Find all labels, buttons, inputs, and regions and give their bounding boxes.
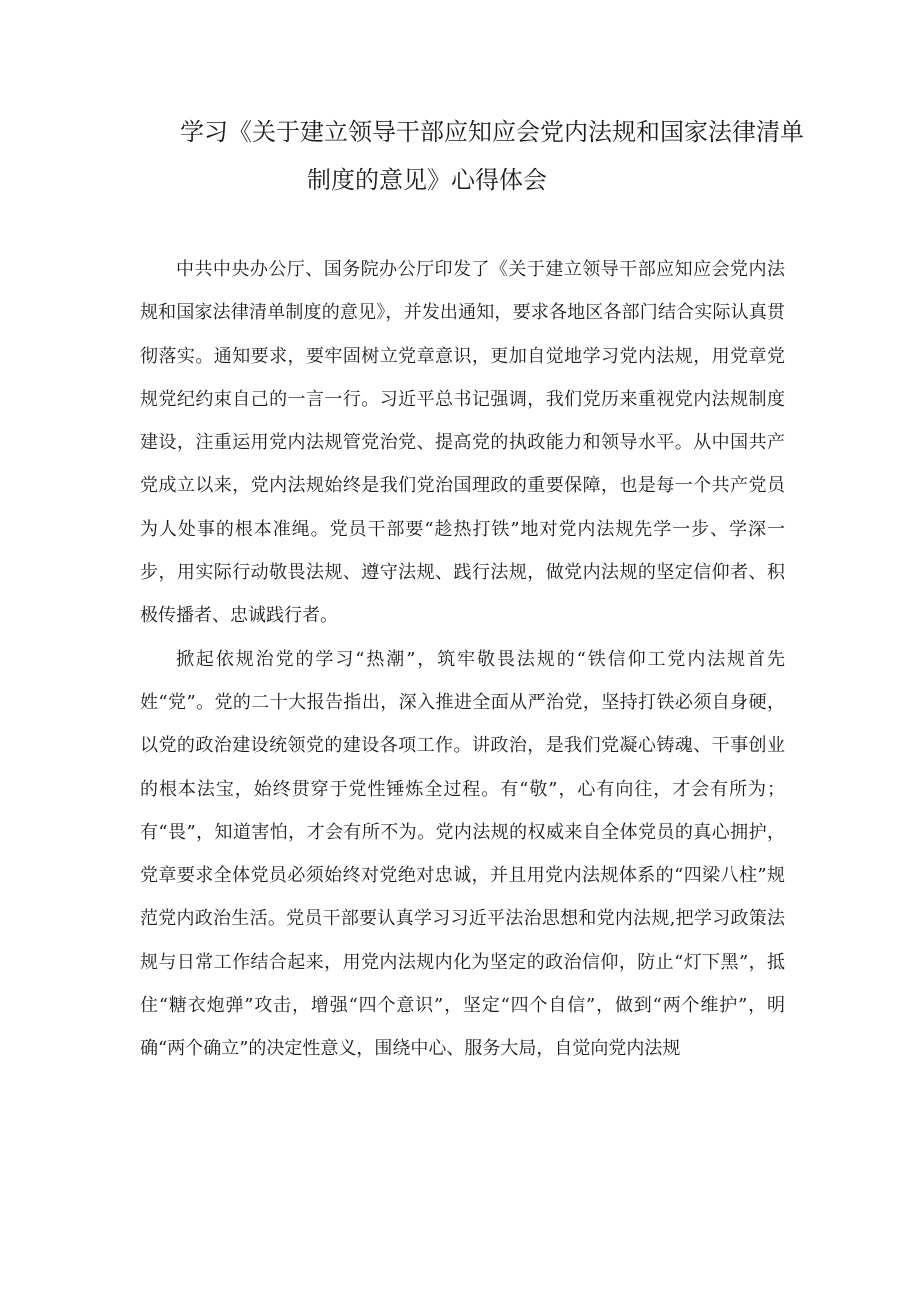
title-line-1: 学习《关于建立领导干部应知应会党内法规和国家法律清单	[180, 118, 804, 146]
document-body	[140, 248, 785, 1071]
paragraph-1: 中共中央办公厅、国务院办公厅印发了《关于建立领导干部应知应会党内法规和国家法律清单制度的意见》，并发出通知，要求各地区各部门结合实际认真贯彻落实。通知要求，要牢固树立党章意识，更加自觉地学习党内法规，用党章党规党纪约束自己的一言一行。习近平总书记强调，我们党历来重视党内法规制度建设，注重运用党内法规管党治党、提高党的执政能力和领导水平。从中国共产党成立以来，党内法规始终是我们党治国理政的重要保障，也是每一个共产党员为人处事的根本准绳。党员干部要“趁热打铁”地对党内法规先学一步、学深一步，用实际行动敬畏法规、遵守法规、践行法规，做党内法规的坚定信仰者、积极传播者、忠诚践行者。	[140, 259, 785, 627]
title-line-2: 制度的意见》心得体会	[307, 166, 547, 194]
paragraph-2: 掀起依规治党的学习“热潮”，筑牢敬畏法规的“铁信仰工党内法规首先姓“党”。党的二十大报告指出，深入推进全面从严治党，坚持打铁必须自身硬，以党的政治建设统领党的建设各项工作。讲政治，是我们党凝心铸魂、干事创业的根本法宝，始终贯穿于党性锤炼全过程。有“敬”，心有向往，才会有所为；有“畏”，知道害怕，才会有所不为。党内法规的权威来自全体党员的真心拥护，党章要求全体党员必须始终对党绝对忠诚，并且用党内法规体系的“四梁八柱”规范党内政治生活。党员干部要认真学习习近平法治思想和党内法规,把学习政策法规与日常工作结合起来，用党内法规内化为坚定的政治信仰，防止“灯下黑”，抵住“糖衣炮弹”攻击，增强“四个意识”，坚定“四个自信”，做到“两个维护”，明确“两个确立”的决定性意义，围绕中心、服务大局，自觉向党内法规	[140, 648, 785, 1060]
document-title	[0, 108, 920, 204]
